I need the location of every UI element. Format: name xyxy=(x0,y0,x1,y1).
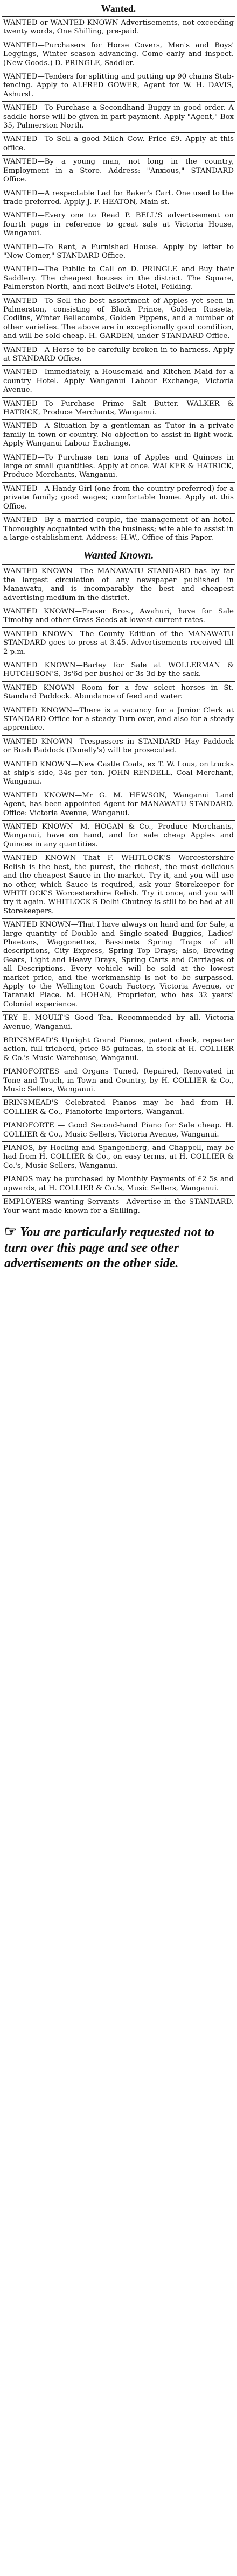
divider xyxy=(2,1141,235,1142)
divider xyxy=(2,132,235,133)
divider xyxy=(2,397,235,398)
classified-ad: EMPLOYERS wanting Servants—Advertise in the STANDARD. Your want made known for a Shilling. xyxy=(3,1198,234,1215)
classified-ad: WANTED KNOWN—The MANAWATU STANDARD has by far the largest circulation of any newspaper published in Manawatu, and is incomparably the best and cheapest advertising medium in the district. xyxy=(3,567,234,602)
classified-ad: PIANOFORTES and Organs Tuned, Repaired, Renovated in Tone and Touch, in Town and Country, by H. COLLIER & Co., Music Sellers, Wanganui. xyxy=(3,1068,234,1094)
divider xyxy=(2,419,235,420)
divider xyxy=(2,820,235,821)
pointing-hand-icon: ☞ xyxy=(4,1223,17,1239)
divider xyxy=(2,735,235,736)
classified-ad: WANTED KNOWN—Room for a few select horses in St. Standard Paddock. Abundance of feed and water. xyxy=(3,683,234,701)
divider xyxy=(2,1011,235,1012)
classified-ad: WANTED KNOWN—Barley for Sale at WOLLERMAN & HUTCHISON'S, 3s'6d per bushel or 3s 3d by the sack. xyxy=(3,661,234,679)
classified-ad: WANTED—A respectable Lad for Baker's Cart. One used to the trade preferred. Apply J. F. HEATON, Main-st. xyxy=(3,189,234,206)
divider xyxy=(2,681,235,682)
footer-notice xyxy=(2,1224,235,1272)
divider xyxy=(2,101,235,102)
classified-ad: WANTED KNOWN—Trespassers in STANDARD Hay Paddock or Bush Paddock (Donelly's) will be prosecuted. xyxy=(3,737,234,755)
classified-ad: WANTED—To Sell a good Milch Cow. Price £9. Apply at this office. xyxy=(3,135,234,152)
classified-ad: WANTED or WANTED KNOWN Advertisements, not exceeding twenty words, One Shilling, pre-paid. xyxy=(3,19,234,36)
classified-ad: WANTED—To Purchase a Secondhand Buggy in good order. A saddle horse will be given in part payment. Apply "Agent," Box 35, Palmerston North. xyxy=(3,104,234,130)
footer-text: You are particularly requested not to turn over this page and see other advertisements on the other side. xyxy=(4,1225,214,1271)
section-music-misc xyxy=(2,1014,235,1218)
classified-ad: TRY E. MOULT'S Good Tea. Recommended by all. Victoria Avenue, Wanganui. xyxy=(3,1014,234,1031)
classified-ad: WANTED—Immediately, a Housemaid and Kitchen Maid for a country Hotel. Apply Wanganui Labour Exchange, Victoria Avenue. xyxy=(3,368,234,394)
classified-ad: WANTED—To Rent, a Furnished House. Apply by letter to "New Comer," STANDARD Office. xyxy=(3,243,234,260)
classified-ad: PIANOFORTE — Good Second-hand Piano for Sale cheap. H. COLLIER & Co., Music Sellers, Victoria Avenue, Wanganui. xyxy=(3,1121,234,1139)
classified-ad: WANTED—To Purchase Prime Salt Butter. WALKER & HATRICK, Produce Merchants, Wanganui. xyxy=(3,399,234,417)
classified-ad: WANTED—Every one to Read P. BELL'S advertisement on fourth page in reference to great sale at Victoria House, Wanganui. xyxy=(3,211,234,238)
divider xyxy=(2,365,235,366)
classified-ad: WANTED KNOWN—Mr G. M. HEWSON, Wanganui Land Agent, has been appointed Agent for MANAWATU STANDARD. Office: Victoria Avenue, Wanganui. xyxy=(3,791,234,817)
newspaper-page xyxy=(2,2,235,2572)
section-wanted-known xyxy=(2,549,235,1012)
classified-ad: WANTED—By a young man, not long in the country, Employment in a Store. Address: "Anxious," STANDARD Office. xyxy=(3,158,234,184)
divider xyxy=(2,155,235,156)
classified-ad: WANTED—A Situation by a gentleman as Tutor in a private family in town or country. No objection to assist in light work. Apply Wanganui Labour Exchange. xyxy=(3,422,234,448)
divider xyxy=(2,294,235,295)
classified-ad: PIANOS may be purchased by Monthly Payments of £2 5s and upwards, at H. COLLIER & Co.'s, Music Sellers, Wanganui. xyxy=(3,1175,234,1192)
section-heading: Wanted. xyxy=(101,3,136,14)
classified-ad: WANTED—Purchasers for Horse Covers, Men's and Boys' Leggings, Winter season advancing. Come early and inspect. (New Goods.) D. PRINGLE, Saddler. xyxy=(3,41,234,67)
divider xyxy=(2,16,235,17)
divider xyxy=(2,343,235,344)
section-wanted xyxy=(2,3,235,545)
divider xyxy=(2,851,235,852)
divider xyxy=(2,513,235,514)
section-heading: Wanted Known. xyxy=(83,549,154,562)
classified-ad: WANTED KNOWN—The County Edition of the MANAWATU STANDARD goes to press at 3.45. Advertisements received till 2 p.m. xyxy=(3,630,234,656)
classified-ad: WANTED KNOWN—There is a vacancy for a Junior Clerk at STANDARD Office for a steady Turn-over, and also for a steady apprentice. xyxy=(3,706,234,732)
classified-ad: BRINSMEAD'S Celebrated Pianos may be had from H. COLLIER & Co., Pianoforte Importers, Wanganui. xyxy=(3,1099,234,1116)
classified-ad: WANTED—To Sell the best assortment of Apples yet seen in Palmerston, consisting of Black Prince, Golden Russets, Codlins, Winter Bellecombs, Golden Pippens, and a number of other varieties. The above are in exceptionally good condition, and will be sold cheap. H. GARDEN, under STANDARD Office. xyxy=(3,297,234,341)
classified-ad: PIANOS, by Hocling and Spangenberg, and Chappell, may be had from H. COLLIER & Co., on easy terms, at H. COLLIER & Co.'s, Music Sellers, Wanganui. xyxy=(3,1144,234,1170)
classified-ad: WANTED—A Handy Girl (one from the country preferred) for a private family; good wages; comfortable home. Apply at this Office. xyxy=(3,484,234,511)
divider xyxy=(2,1195,235,1196)
classified-ad: WANTED—The Public to Call on D. PRINGLE and Buy their Saddlery. The cheapest houses in the district. The Square, Palmerston North, and next Bellve's Hotel, Feilding. xyxy=(3,265,234,292)
classified-ad: WANTED—By a married couple, the management of an hotel. Thoroughly acquainted with the business; wife able to assist in a large establishment. Address: H.W., Office of this Paper. xyxy=(3,516,234,542)
classified-ad: WANTED KNOWN—Fraser Bros., Awahuri, have for Sale Timothy and other Grass Seeds at lowest current rates. xyxy=(3,607,234,625)
classified-ad: WANTED—Tenders for splitting and putting up 90 chains Stab-fencing. Apply to ALFRED GOWER, Agent for W. H. DAVIS, Ashurst. xyxy=(3,73,234,98)
divider xyxy=(2,1096,235,1097)
divider xyxy=(2,627,235,628)
classified-ad: WANTED—To Purchase ten tons of Apples and Quinces in large or small quantities. Apply at once. WALKER & HATRICK, Produce Merchants, Wanganui. xyxy=(3,453,234,479)
classified-ad: WANTED KNOWN—That I have always on hand and for Sale, a large quantity of Double and Single-seated Buggies, Ladies' Phaetons, Waggonettes, Bassinets Spring Traps of all descriptions, City Express, Spring Top Drays; also, Brewing Gears, Light and Heavy Drays, Spring Carts and Carriages of all Descriptions. Every vehicle will be sold at the lowest market price, and the workmanship is not to be surpassed. Apply to the Wellington Coach Factory, Victoria Avenue, or Taranaki Place. M. HOHAN, Proprietor, who has 32 years' Colonial experience. xyxy=(3,921,234,1008)
divider xyxy=(2,918,235,919)
classified-ad: WANTED KNOWN—M. HOGAN & Co., Produce Merchants, Wanganui, have on hand, and for sale cheap Apples and Quinces in any quantities. xyxy=(3,823,234,849)
classified-ad: WANTED KNOWN—New Castle Coals, ex T. W. Lous, on trucks at ship's side, 34s per ton. JOHN RENDELL, Coal Merchant, Wanganui. xyxy=(3,760,234,786)
classified-ad: WANTED KNOWN—That F. WHITLOCK'S Worcestershire Relish is the best, the purest, the richest, the most delicious and the cheapest Sauce in the market. Try it, and you will use no other, which Sauce is required, ask your Storekeeper for WHITLOCK'S Worcestershire Relish. Try it once, and you will try it again. WHITLOCK'S Delhi Chutney is still to be had at all Storekeepers. xyxy=(3,854,234,915)
classified-ad: BRINSMEAD'S Upright Grand Pianos, patent check, repeater action, full trichord, price 85 guineas, in stock at H. COLLIER & Co.'s Music Warehouse, Wanganui. xyxy=(3,1036,234,1062)
classified-ad: WANTED—A Horse to be carefully broken in to harness. Apply at STANDARD Office. xyxy=(3,345,234,363)
divider xyxy=(2,482,235,483)
divider xyxy=(2,564,235,565)
